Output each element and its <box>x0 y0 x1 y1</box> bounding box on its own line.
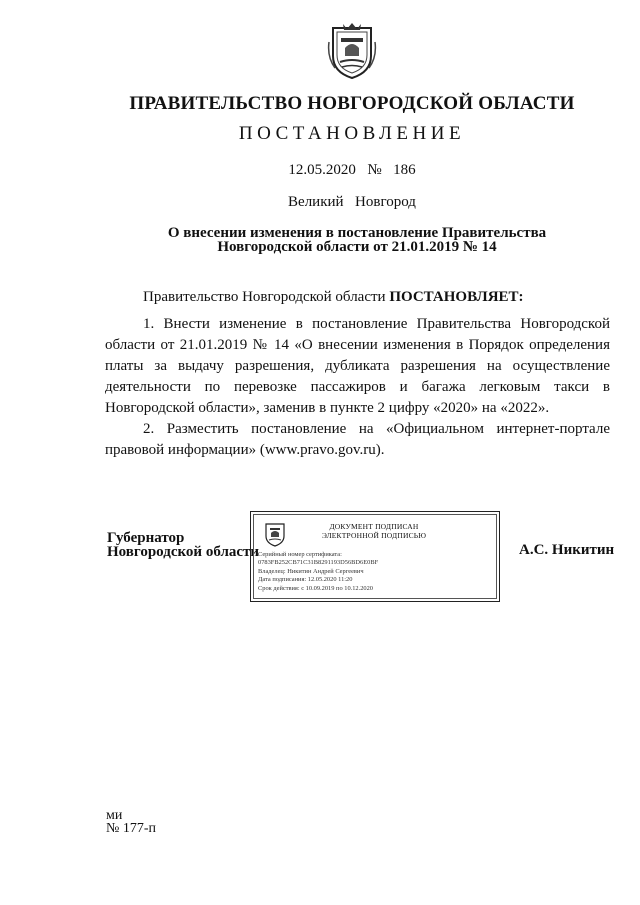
stamp-header <box>294 522 454 540</box>
footer-reference <box>106 809 156 835</box>
organization-title: ПРАВИТЕЛЬСТВО НОВГОРОДСКОЙ ОБЛАСТИ <box>129 93 575 114</box>
city: Великий Новгород <box>288 194 416 210</box>
stamp-header-line-1: ДОКУМЕНТ ПОДПИСАН <box>329 522 419 531</box>
paragraph-2: 2. Разместить постановление на «Официальном интернет-портале правовой информации» (www.pravo.gov.ru). <box>105 421 610 458</box>
document-title <box>0 226 640 254</box>
document-type: ПОСТАНОВЛЕНИЕ <box>238 123 466 144</box>
stamp-emblem-icon <box>264 521 286 547</box>
footer-number: № 177-п <box>106 821 157 836</box>
title-line-2: Новгородской области от 21.01.2019 № 14 <box>217 239 497 255</box>
stamp-cert-number: 0783FB252CB71C31B8291193D56BD6E0BF <box>258 559 379 567</box>
date-number: 12.05.2020 № 186 <box>288 162 416 178</box>
stamp-cert-label: Серийный номер сертификата: <box>258 551 342 558</box>
stamp-signed-date: Дата подписания: 12.05.2020 11:20 <box>258 576 353 584</box>
position-line-2: Новгородской области <box>107 544 260 560</box>
position-line-1: Губернатор <box>107 530 185 546</box>
title-line-1: О внесении изменения в постановление Правительства <box>167 225 547 241</box>
paragraph-1: 1. Внести изменение в постановление Правительства Новгородской области от 21.01.2019 № 14 «О внесении изменения в Порядок определения платы за выдачу разрешения, дубликата разрешения на осуществление деятельности по перевозке пассажиров и багажа легковым такси в Новгородской области», заменив в пункте 2 цифру «2020» на «2022». <box>105 316 610 416</box>
coat-of-arms-icon <box>327 22 377 80</box>
stamp-owner: Владелец: Никитин Андрей Сергеевич <box>258 567 364 575</box>
stamp-details <box>258 551 498 593</box>
signatory-position <box>107 531 259 559</box>
digital-signature-stamp <box>250 511 500 602</box>
stamp-validity: Срок действия: с 10.09.2019 по 10.12.2020 <box>258 584 374 592</box>
stamp-header-line-2: ЭЛЕКТРОННОЙ ПОДПИСЬЮ <box>321 531 427 540</box>
intro-line <box>143 289 524 306</box>
footer-initials: ми <box>106 808 123 823</box>
document-body <box>105 314 610 461</box>
intro-text: Правительство Новгородской области <box>143 289 390 305</box>
intro-emphasis: ПОСТАНОВЛЯЕТ: <box>389 289 524 305</box>
signatory-name: А.С. Никитин <box>519 542 615 558</box>
stamp-frame <box>253 514 497 599</box>
